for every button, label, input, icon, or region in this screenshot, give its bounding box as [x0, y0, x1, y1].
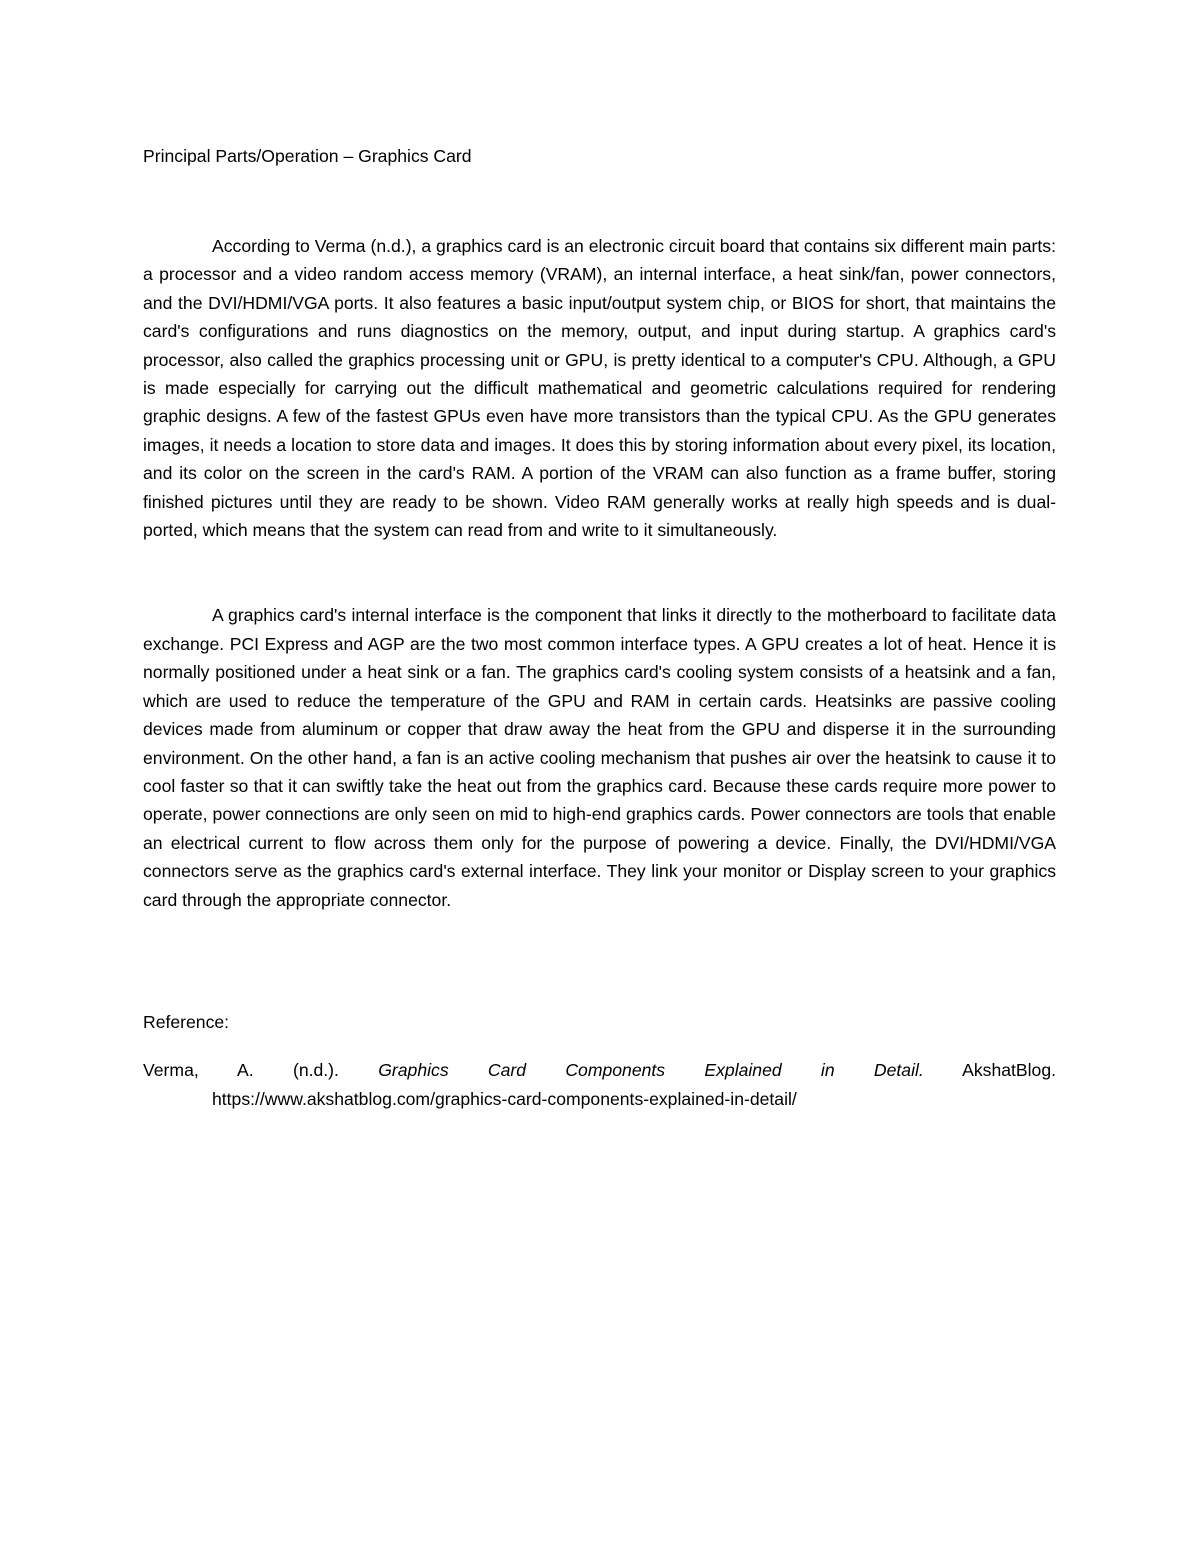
body-paragraph-1: According to Verma (n.d.), a graphics card is an electronic circuit board that contains six different main parts: a processor and a video random access memory (VRAM), an internal interface, a heat sink/fan, power connectors, and the DVI/HDMI/VGA ports. It also features a basic input/output system chip, or BIOS for short, that maintains the card's configurations and runs diagnostics on the memory, output, and input during startup. A graphics card's processor, also called the graphics processing unit or GPU, is pretty identical to a computer's CPU. Although, a GPU is made especially for carrying out the difficult mathematical and geometric calculations required for rendering graphic designs. A few of the fastest GPUs even have more transistors than the typical CPU. As the GPU generates images, it needs a location to store data and images. It does this by storing information about every pixel, its location, and its color on the screen in the card's RAM. A portion of the VRAM can also function as a frame buffer, storing finished pictures until they are ready to be shown. Video RAM generally works at really high speeds and is dual-ported, which means that the system can read from and write to it simultaneously. [143, 236, 1056, 541]
reference-entry [143, 1056, 1056, 1084]
document-body [143, 144, 1056, 1113]
reference-url: https://www.akshatblog.com/graphics-card-components-explained-in-detail/ [212, 1088, 797, 1109]
reference-heading: Reference: [143, 1011, 230, 1032]
reference-site: AkshatBlog. [962, 1060, 1057, 1081]
body-paragraph-2: A graphics card's internal interface is the component that links it directly to the motherboard to facilitate data exchange. PCI Express and AGP are the two most common interface types. A GPU creates a lot of heat. Hence it is normally positioned under a heat sink or a fan. The graphics card's cooling system consists of a heatsink and a fan, which are used to reduce the temperature of the GPU and RAM in certain cards. Heatsinks are passive cooling devices made from aluminum or copper that draw away the heat from the GPU and disperse it in the surrounding environment. On the other hand, a fan is an active cooling mechanism that pushes air over the heatsink to cause it to cool faster so that it can swiftly take the heat out from the graphics card. Because these cards require more power to operate, power connections are only seen on mid to high-end graphics cards. Power connectors are tools that enable an electrical current to flow across them only for the purpose of powering a device. Finally, the DVI/HDMI/VGA connectors serve as the graphics card's external interface. They link your monitor or Display screen to your graphics card through the appropriate connector. [143, 605, 1056, 910]
reference-title: Graphics Card Components Explained in Detail. [378, 1060, 924, 1081]
document-title: Principal Parts/Operation – Graphics Card [143, 146, 472, 166]
reference-author-date: Verma, A. (n.d.). [143, 1060, 339, 1081]
